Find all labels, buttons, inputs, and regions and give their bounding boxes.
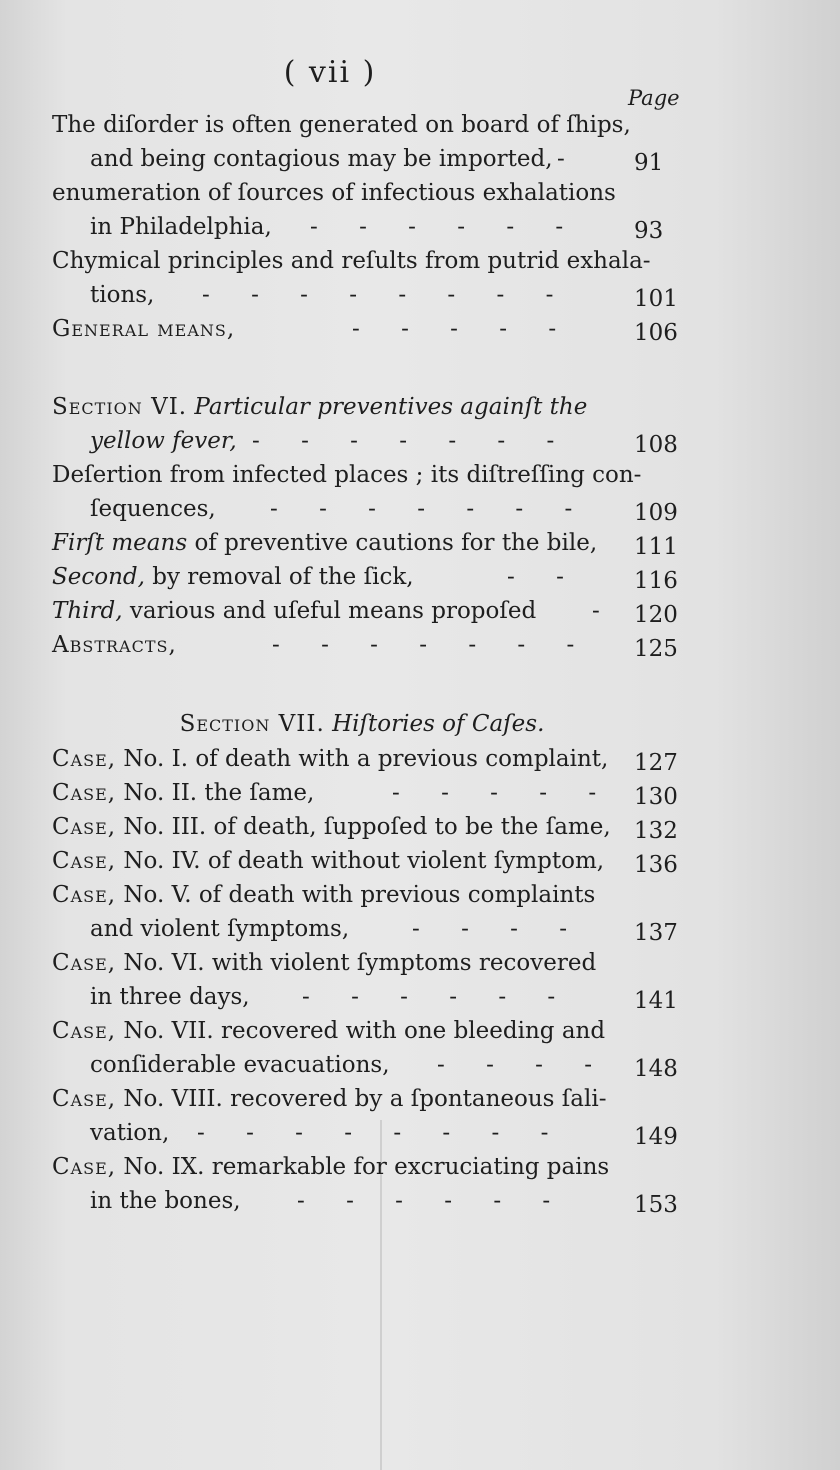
toc-page-number: 91 [634, 150, 664, 176]
case-label: Case, [52, 1154, 117, 1180]
toc-row [52, 628, 692, 662]
toc-entry-text: and violent ſymptoms, [90, 916, 350, 942]
toc-row [52, 142, 692, 176]
toc-dashes: - - - - - - - [272, 632, 575, 658]
toc-entry-text: No. VII. recovered with one bleeding and [123, 1018, 606, 1044]
toc-entry-text: No. IV. of death without violent ſymptom, [123, 848, 605, 874]
toc-entry-text: conſiderable evacuations, [90, 1052, 390, 1078]
toc-row [52, 594, 692, 628]
toc-dashes: - - - - [437, 1052, 593, 1078]
toc-dashes: - [557, 146, 565, 172]
toc-row [52, 108, 692, 142]
toc-page-number: 130 [634, 784, 678, 810]
toc-entry-lead: Firſt means [52, 530, 188, 556]
toc-dashes: - - - - - - - - [197, 1120, 549, 1146]
toc-page-number: 120 [634, 602, 678, 628]
toc-page-number: 148 [634, 1056, 678, 1082]
toc-dashes: - - - - - [392, 780, 597, 806]
toc-entry-text: No. V. of death with previous complaints [123, 882, 596, 908]
section-title: Particular preventives againſt the [194, 394, 588, 420]
toc-row [52, 1048, 692, 1082]
toc-row [52, 844, 692, 878]
toc-page-number: 116 [634, 568, 678, 594]
toc-row [52, 244, 692, 278]
toc-entry-text: No. IX. remarkable for excruciating pains [123, 1154, 610, 1180]
toc-entry-text: No. VI. with violent ſymptoms recovered [123, 950, 597, 976]
toc-page-number: 149 [634, 1124, 678, 1150]
toc-row [52, 458, 692, 492]
toc-entry-text: No. III. of death, ſuppoſed to be the ſame, [123, 814, 611, 840]
toc-dashes: - - [507, 564, 564, 590]
toc-row [52, 424, 692, 458]
toc-row [52, 1082, 692, 1116]
toc-dashes: - - - - - - - - [202, 282, 554, 308]
toc-entry-text: Chymical principles and reſults from putrid exhala- [52, 248, 651, 274]
toc-page-number: 125 [634, 636, 678, 662]
toc-page-number: 132 [634, 818, 678, 844]
toc-page-number: 106 [634, 320, 678, 346]
page-marker: ( vii ) [283, 55, 377, 90]
toc-page-number: 111 [634, 534, 678, 560]
toc-row [52, 210, 692, 244]
section-title-continuation: yellow fever, [90, 428, 237, 454]
toc-entry-text: General means, [52, 316, 236, 342]
toc-row [52, 980, 692, 1014]
toc-entry-text: various and uſeful means propoſed [129, 598, 537, 624]
toc-entry-text: The diſorder is often generated on board of ſhips, [52, 112, 631, 138]
toc-page-number: 108 [634, 432, 678, 458]
section-label: Section VI. [52, 394, 188, 420]
toc-entry-text: Abstracts, [52, 632, 177, 658]
toc-entry-text: Deſertion from infected places ; its diſtreſſing con- [52, 462, 642, 488]
toc-dashes: - - - - [412, 916, 568, 942]
toc-dashes: - [592, 598, 600, 624]
toc-page-number: 141 [634, 988, 678, 1014]
toc-row [52, 1184, 692, 1218]
toc-row [52, 278, 692, 312]
toc-row [52, 912, 692, 946]
toc-page-number: 137 [634, 920, 678, 946]
page-column-label: Page [628, 86, 680, 110]
toc-row [52, 526, 692, 560]
toc-entry-text: of preventive cautions for the bile, [194, 530, 598, 556]
case-label: Case, [52, 1018, 117, 1044]
section-heading [52, 390, 692, 424]
case-label: Case, [52, 848, 117, 874]
toc-page-number: 93 [634, 218, 664, 244]
toc-entry-text: enumeration of ſources of infectious exhalations [52, 180, 616, 206]
toc-row [52, 560, 692, 594]
toc-page-number: 136 [634, 852, 678, 878]
toc-entry-lead: Third, [52, 598, 123, 624]
toc-row [52, 776, 692, 810]
toc-entry-text: in Philadelphia, [90, 214, 272, 240]
toc-page-number: 127 [634, 750, 678, 776]
toc-row [52, 1116, 692, 1150]
toc-row [52, 492, 692, 526]
toc-entry-text: by removal of the ſick, [152, 564, 414, 590]
toc-entry-text: in the bones, [90, 1188, 241, 1214]
toc-row [52, 312, 692, 346]
case-label: Case, [52, 814, 117, 840]
case-label: Case, [52, 950, 117, 976]
toc-dashes: - - - - - - [310, 214, 564, 240]
case-label: Case, [52, 746, 117, 772]
toc-entry-text: in three days, [90, 984, 250, 1010]
toc-row [52, 946, 692, 980]
toc-entry-text: No. II. the ſame, [123, 780, 315, 806]
toc-row [52, 176, 692, 210]
toc-dashes: - - - - - - [302, 984, 556, 1010]
toc-dashes: - - - - - [352, 316, 557, 342]
toc-entry-text: No. VIII. recovered by a ſpontaneous ſali- [123, 1086, 607, 1112]
toc-entry-text: and being contagious may be imported, [90, 146, 553, 172]
toc-row [52, 878, 692, 912]
case-label: Case, [52, 882, 117, 908]
toc-row [52, 810, 692, 844]
toc-dashes: - - - - - - [297, 1188, 551, 1214]
section-title: Hiſtories of Caſes. [332, 711, 545, 737]
toc-row [52, 1150, 692, 1184]
toc-entry-text: vation, [90, 1120, 170, 1146]
toc-entry-text: No. I. of death with a previous complaint, [123, 746, 609, 772]
toc-dashes: - - - - - - - [252, 428, 555, 454]
toc-page-number: 101 [634, 286, 678, 312]
section-label: Section VII. [179, 711, 325, 737]
toc-entry-text: ſequences, [90, 496, 216, 522]
case-label: Case, [52, 780, 117, 806]
toc-entry-text: tions, [90, 282, 155, 308]
section-heading [52, 706, 672, 742]
toc-entry-lead: Second, [52, 564, 145, 590]
toc-page-number: 153 [634, 1192, 678, 1218]
table-of-contents [52, 108, 692, 1218]
toc-dashes: - - - - - - - [270, 496, 573, 522]
case-label: Case, [52, 1086, 117, 1112]
toc-page-number: 109 [634, 500, 678, 526]
toc-row [52, 1014, 692, 1048]
toc-row [52, 742, 692, 776]
